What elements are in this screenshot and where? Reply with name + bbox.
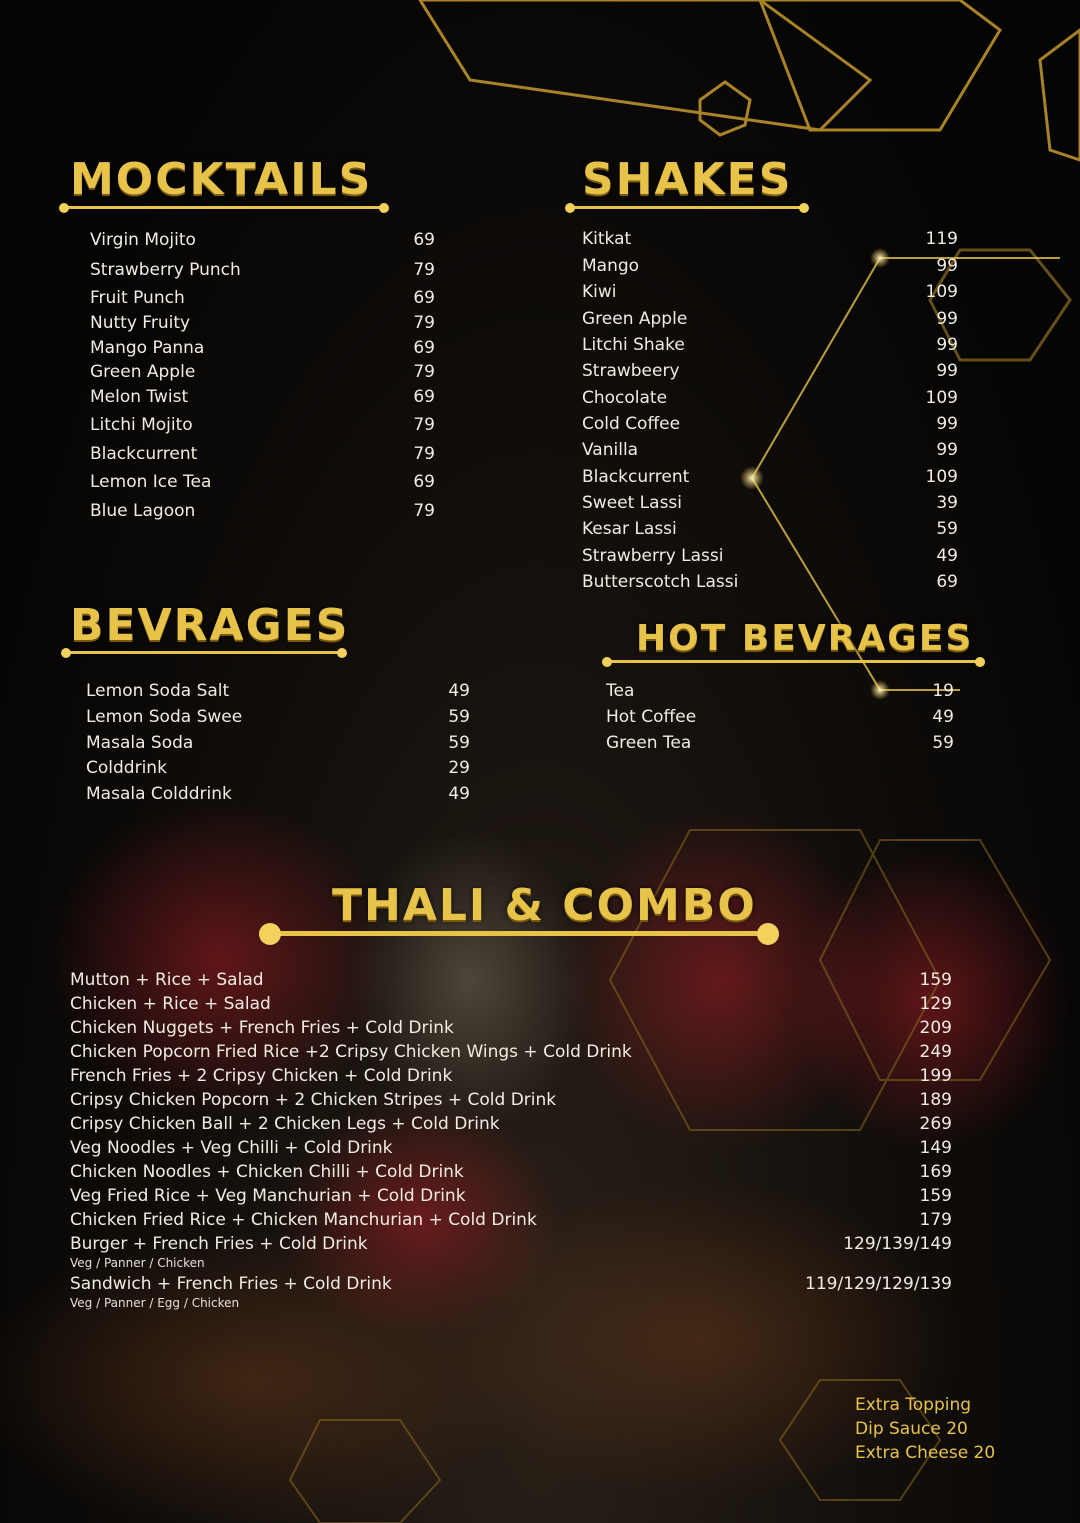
combo-item-name: Chicken Popcorn Fried Rice +2 Cripsy Chicken Wings + Cold Drink [70,1042,632,1062]
menu-item-price: 49 [932,707,954,727]
combo-item-name: Veg Noodles + Veg Chilli + Cold Drink [70,1138,393,1158]
menu-item-price: 79 [413,501,435,521]
menu-item-price: 69 [936,572,958,592]
menu-item-price: 59 [448,733,470,753]
menu-item-price: 109 [925,282,958,302]
menu-item-price: 79 [413,313,435,333]
menu-item-name: Virgin Mojito [90,230,196,250]
combo-item-name: Sandwich + French Fries + Cold Drink [70,1274,392,1294]
menu-item-price: 59 [448,707,470,727]
menu-item-price: 49 [448,784,470,804]
menu-item-name: Strawbeery [582,361,680,381]
menu-item-price: 99 [936,440,958,460]
menu-item-name: Melon Twist [90,387,189,407]
menu-item-price: 79 [413,444,435,464]
combo-item-name: French Fries + 2 Cripsy Chicken + Cold Drink [70,1066,453,1086]
menu-item-name: Litchi Mojito [90,415,193,435]
menu-item-name: Chocolate [582,388,668,408]
menu-item-name: Tea [606,681,635,701]
shakes-divider [570,206,804,209]
menu-item-name: Hot Coffee [606,707,697,727]
combo-item-name: Cripsy Chicken Ball + 2 Chicken Legs + Cold Drink [70,1114,500,1134]
menu-item-price: 69 [413,387,435,407]
combo-item-name: Chicken Nuggets + French Fries + Cold Drink [70,1018,454,1038]
menu-item-price: 109 [925,467,958,487]
combo-item-price: 149 [919,1138,952,1158]
menu-item-price: 109 [925,388,958,408]
menu-item-name: Kitkat [582,229,632,249]
dip-sauce-label: Dip Sauce 20 [855,1419,968,1439]
menu-item-name: Kiwi [582,282,617,302]
combo-item-name: Chicken + Rice + Salad [70,994,271,1014]
menu-item-name: Masala Colddrink [86,784,232,804]
menu-item-name: Lemon Soda Swee [86,707,243,727]
combo-item-price: 159 [919,1186,952,1206]
combo-item-price: 269 [919,1114,952,1134]
menu-item-name: Sweet Lassi [582,493,683,513]
thali-combo-divider [270,931,768,936]
mocktails-title: MOCKTAILS [70,154,373,205]
combo-item-price: 129/139/149 [843,1234,952,1254]
menu-item-price: 99 [936,361,958,381]
menu-item-name: Blue Lagoon [90,501,196,521]
menu-item-name: Cold Coffee [582,414,681,434]
menu-item-name: Kesar Lassi [582,519,677,539]
menu-item-name: Masala Soda [86,733,194,753]
menu-item-price: 99 [936,335,958,355]
menu-item-price: 79 [413,260,435,280]
combo-item-name: Chicken Fried Rice + Chicken Manchurian + Cold Drink [70,1210,537,1230]
bevrages-title: BEVRAGES [70,600,350,651]
menu-item-name: Colddrink [86,758,167,778]
combo-item-name: Veg Fried Rice + Veg Manchurian + Cold Drink [70,1186,466,1206]
hot-bevrages-title: HOT BEVRAGES [636,618,974,659]
menu-item-price: 69 [413,472,435,492]
menu-item-price: 29 [448,758,470,778]
menu-item-name: Litchi Shake [582,335,685,355]
menu-item-name: Butterscotch Lassi [582,572,739,592]
menu-item-name: Blackcurrent [582,467,690,487]
menu-item-name: Green Tea [606,733,692,753]
menu-item-price: 69 [413,338,435,358]
combo-item-price: 179 [919,1210,952,1230]
menu-item-price: 79 [413,362,435,382]
menu-item-price: 49 [936,546,958,566]
combo-item-name: Mutton + Rice + Salad [70,970,264,990]
bevrages-divider [66,651,342,654]
shakes-title: SHAKES [582,154,793,205]
menu-item-name: Fruit Punch [90,288,185,308]
menu-item-name: Lemon Soda Salt [86,681,230,701]
menu-item-price: 49 [448,681,470,701]
menu-item-name: Vanilla [582,440,639,460]
menu-item-price: 119 [925,229,958,249]
menu-item-price: 39 [936,493,958,513]
menu-item-name: Nutty Fruity [90,313,191,333]
menu-item-price: 69 [413,230,435,250]
menu-item-price: 79 [413,415,435,435]
combo-item-price: 189 [919,1090,952,1110]
thali-combo-title: THALI & COMBO [332,880,757,931]
mocktails-divider [64,206,384,209]
menu-item-price: 59 [932,733,954,753]
combo-item-name: Burger + French Fries + Cold Drink [70,1234,368,1254]
combo-item-price: 169 [919,1162,952,1182]
combo-item-price: 129 [919,994,952,1014]
combo-item-price: 249 [919,1042,952,1062]
menu-item-price: 99 [936,309,958,329]
menu-item-price: 69 [413,288,435,308]
combo-item-price: 119/129/129/139 [805,1274,952,1294]
combo-item-price: 159 [919,970,952,990]
menu-item-name: Strawberry Lassi [582,546,724,566]
combo-item-name: Cripsy Chicken Popcorn + 2 Chicken Stripes + Cold Drink [70,1090,557,1110]
extra-cheese-label: Extra Cheese 20 [855,1443,996,1463]
combo-item-variants: Veg / Panner / Egg / Chicken [70,1296,240,1310]
combo-item-name: Chicken Noodles + Chicken Chilli + Cold Drink [70,1162,464,1182]
menu-item-price: 99 [936,256,958,276]
combo-item-variants: Veg / Panner / Chicken [70,1256,205,1270]
combo-item-price: 209 [919,1018,952,1038]
combo-item-price: 199 [919,1066,952,1086]
menu-item-price: 59 [936,519,958,539]
menu-item-price: 99 [936,414,958,434]
hot-bevrages-divider [607,660,980,663]
menu-item-name: Green Apple [90,362,196,382]
menu-item-name: Mango Panna [90,338,205,358]
menu-item-name: Blackcurrent [90,444,198,464]
menu-item-price: 19 [932,681,954,701]
menu-item-name: Green Apple [582,309,688,329]
menu-item-name: Lemon Ice Tea [90,472,212,492]
menu-item-name: Mango [582,256,640,276]
menu-item-name: Strawberry Punch [90,260,241,280]
extra-topping-label: Extra Topping [855,1395,972,1415]
